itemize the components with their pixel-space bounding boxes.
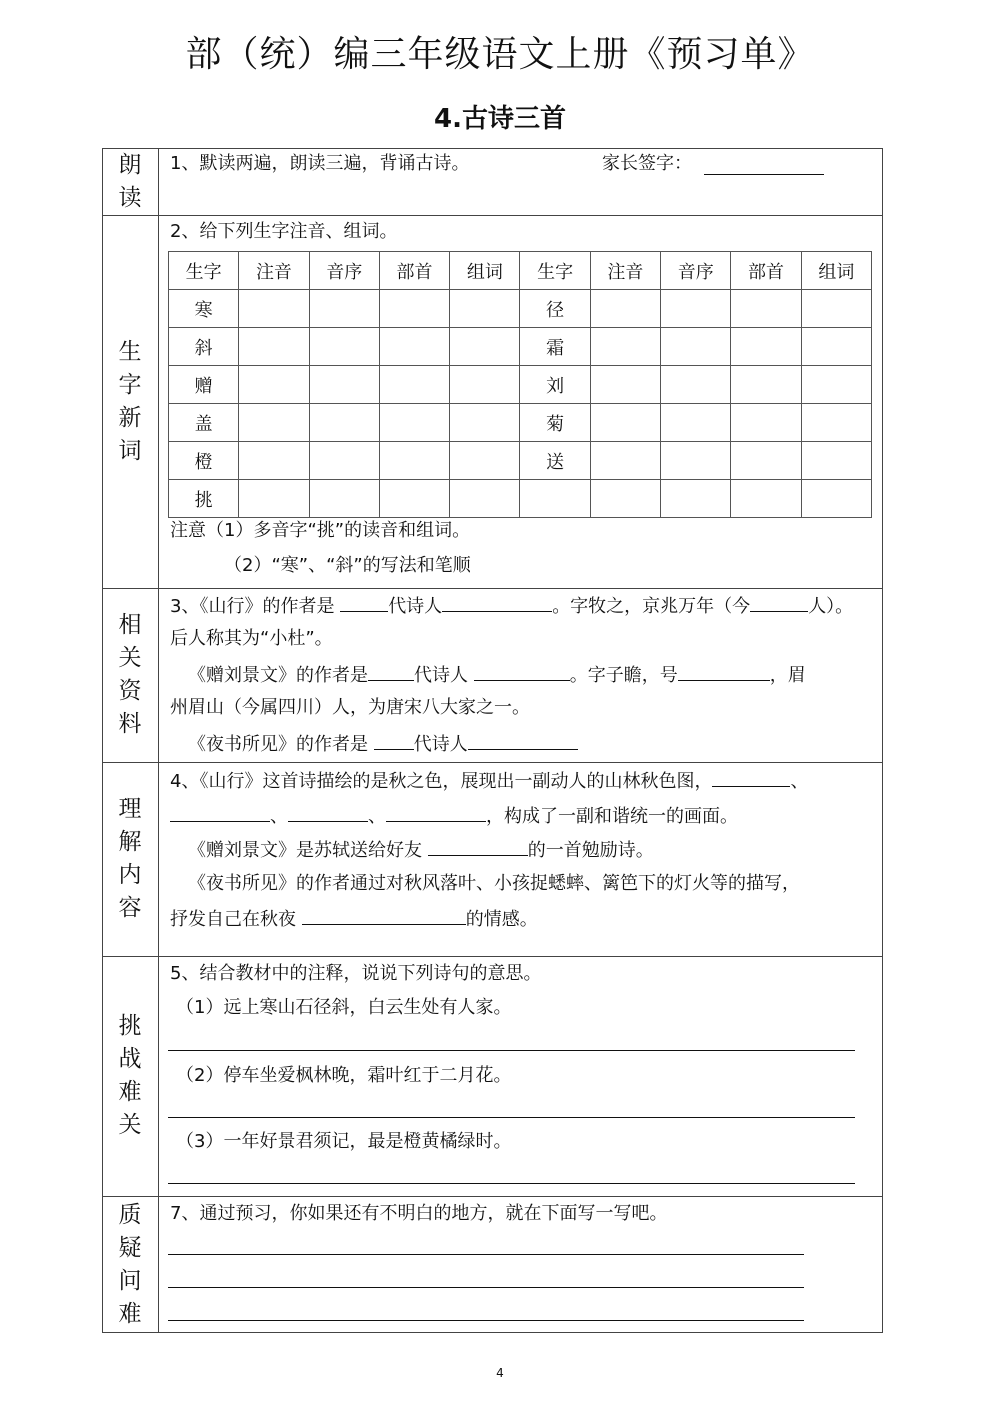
- blank-field[interactable]: [302, 906, 466, 925]
- table-row: [169, 404, 872, 442]
- understanding-line-5: 抒发自己在秋夜 的情感。: [170, 906, 538, 932]
- section-label-questions: 质 疑 问 难: [118, 1201, 142, 1327]
- character-cell: 菊: [520, 404, 590, 442]
- answer-cell[interactable]: [801, 442, 871, 480]
- row-divider: [102, 588, 883, 589]
- answer-cell[interactable]: [379, 366, 449, 404]
- table-header: 部首: [379, 252, 449, 290]
- answer-cell[interactable]: [590, 328, 660, 366]
- lesson-title: 4.古诗三首: [434, 104, 566, 134]
- character-cell: 赠: [169, 366, 239, 404]
- materials-line-4: 州眉山（今属四川）人，为唐宋八大家之一。: [170, 697, 530, 718]
- row-divider: [102, 956, 883, 957]
- section-label-understanding: 理 解 内 容: [118, 796, 142, 921]
- section-label-materials: 相 关 资 料: [118, 612, 142, 737]
- answer-cell[interactable]: [590, 290, 660, 328]
- understanding-line-1: 4、《山行》这首诗描绘的是秋之色，展现出一副动人的山林秋色图， 、: [170, 768, 808, 794]
- answer-cell[interactable]: [450, 480, 520, 518]
- challenge-question-3: （3）一年好景君须记，最是橙黄橘绿时。: [176, 1131, 512, 1152]
- character-cell: 送: [520, 442, 590, 480]
- understanding-line-4: 《夜书所见》的作者通过对秋风落叶、小孩捉蟋蟀、篱笆下的灯火等的描写，: [188, 873, 800, 894]
- answer-cell[interactable]: [731, 404, 801, 442]
- blank-field[interactable]: [428, 837, 528, 856]
- answer-cell[interactable]: [590, 442, 660, 480]
- answer-cell[interactable]: [801, 290, 871, 328]
- answer-cell[interactable]: [379, 480, 449, 518]
- character-cell: 斜: [169, 328, 239, 366]
- character-cell: 寒: [169, 290, 239, 328]
- challenge-instruction: 5、结合教材中的注释，说说下列诗句的意思。: [170, 963, 542, 984]
- answer-cell[interactable]: [661, 290, 731, 328]
- table-header: 音序: [309, 252, 379, 290]
- table-header: 组词: [801, 252, 871, 290]
- answer-cell[interactable]: [309, 404, 379, 442]
- answer-cell[interactable]: [239, 480, 309, 518]
- blank-field[interactable]: [340, 593, 388, 612]
- answer-cell[interactable]: [661, 366, 731, 404]
- label-column-divider: [158, 148, 159, 1333]
- answer-cell[interactable]: [450, 328, 520, 366]
- answer-cell[interactable]: [731, 366, 801, 404]
- answer-cell[interactable]: [661, 442, 731, 480]
- character-cell: 径: [520, 290, 590, 328]
- answer-cell[interactable]: [801, 480, 871, 518]
- answer-line[interactable]: [168, 1117, 855, 1118]
- answer-cell[interactable]: [731, 442, 801, 480]
- blank-field[interactable]: [750, 593, 808, 612]
- answer-cell[interactable]: [239, 366, 309, 404]
- table-row: [169, 290, 872, 328]
- understanding-line-2: 、 、 ，构成了一副和谐统一的画面。: [170, 803, 738, 829]
- answer-cell[interactable]: [731, 328, 801, 366]
- reading-instruction: 1、默读两遍，朗读三遍，背诵古诗。: [170, 153, 470, 174]
- answer-cell[interactable]: [309, 328, 379, 366]
- answer-line[interactable]: [168, 1320, 804, 1321]
- character-table: [168, 251, 872, 518]
- character-cell[interactable]: [520, 480, 590, 518]
- answer-line[interactable]: [168, 1183, 855, 1184]
- materials-line-3: 《赠刘景文》的作者是 代诗人 。字子瞻，号 ，眉: [188, 662, 806, 688]
- characters-note-2: （2）“寒”、“斜”的写法和笔顺: [224, 555, 471, 576]
- table-header: 组词: [450, 252, 520, 290]
- table-row: [169, 328, 872, 366]
- answer-cell[interactable]: [590, 480, 660, 518]
- answer-cell[interactable]: [450, 290, 520, 328]
- section-label-challenge: 挑 战 难 关: [118, 1013, 142, 1138]
- table-header: 注音: [239, 252, 309, 290]
- understanding-line-3: 《赠刘景文》是苏轼送给好友 的一首勉励诗。: [188, 837, 654, 863]
- answer-cell[interactable]: [661, 480, 731, 518]
- row-divider: [102, 762, 883, 763]
- answer-cell[interactable]: [731, 290, 801, 328]
- character-cell: 刘: [520, 366, 590, 404]
- answer-cell[interactable]: [239, 442, 309, 480]
- materials-line-2: 后人称其为“小杜”。: [170, 628, 333, 649]
- table-row: [169, 366, 872, 404]
- answer-cell[interactable]: [801, 404, 871, 442]
- materials-line-5: 《夜书所见》的作者是 代诗人: [188, 731, 578, 757]
- answer-cell[interactable]: [239, 328, 309, 366]
- row-divider: [102, 215, 883, 216]
- answer-cell[interactable]: [309, 366, 379, 404]
- blank-field[interactable]: [386, 803, 486, 822]
- table-header: 部首: [731, 252, 801, 290]
- questions-instruction: 7、通过预习，你如果还有不明白的地方，就在下面写一写吧。: [170, 1203, 668, 1224]
- table-header: 音序: [661, 252, 731, 290]
- answer-cell[interactable]: [239, 404, 309, 442]
- answer-cell[interactable]: [450, 404, 520, 442]
- blank-field[interactable]: [374, 731, 414, 750]
- answer-cell[interactable]: [379, 290, 449, 328]
- character-cell: 霜: [520, 328, 590, 366]
- table-header: 生字: [520, 252, 590, 290]
- answer-cell[interactable]: [309, 480, 379, 518]
- blank-field[interactable]: [368, 662, 414, 681]
- table-header-row: [169, 252, 872, 290]
- section-label-reading: 朗 读: [118, 151, 142, 211]
- blank-field[interactable]: [712, 768, 790, 787]
- answer-cell[interactable]: [379, 442, 449, 480]
- materials-line-1: 3、《山行》的作者是 代诗人 。字牧之，京兆万年（今 人）。: [170, 593, 853, 619]
- answer-cell[interactable]: [309, 290, 379, 328]
- blank-field[interactable]: [442, 593, 552, 612]
- answer-cell[interactable]: [590, 404, 660, 442]
- table-header: 生字: [169, 252, 239, 290]
- answer-line[interactable]: [168, 1254, 804, 1255]
- table-header: 注音: [590, 252, 660, 290]
- answer-line[interactable]: [168, 1287, 804, 1288]
- answer-cell[interactable]: [590, 366, 660, 404]
- answer-cell[interactable]: [309, 442, 379, 480]
- character-cell: 盖: [169, 404, 239, 442]
- answer-cell[interactable]: [661, 404, 731, 442]
- answer-cell[interactable]: [239, 290, 309, 328]
- parent-sign-label: 家长签字：: [602, 153, 692, 174]
- blank-field[interactable]: [678, 662, 770, 681]
- table-row: [169, 442, 872, 480]
- blank-field[interactable]: [468, 731, 578, 750]
- blank-field[interactable]: [474, 662, 570, 681]
- answer-cell[interactable]: [379, 328, 449, 366]
- answer-line[interactable]: [168, 1050, 855, 1051]
- table-row: [169, 480, 872, 518]
- page-number: 4: [496, 1366, 504, 1380]
- answer-cell[interactable]: [801, 366, 871, 404]
- challenge-question-2: （2）停车坐爱枫林晚，霜叶红于二月花。: [176, 1065, 512, 1086]
- answer-cell[interactable]: [731, 480, 801, 518]
- character-cell: 挑: [169, 480, 239, 518]
- characters-note-1: 注意（1）多音字“挑”的读音和组词。: [170, 520, 471, 541]
- parent-sign-field[interactable]: [704, 174, 824, 175]
- blank-field[interactable]: [288, 803, 368, 822]
- character-cell: 橙: [169, 442, 239, 480]
- row-divider: [102, 1196, 883, 1197]
- answer-cell[interactable]: [379, 404, 449, 442]
- answer-cell[interactable]: [661, 328, 731, 366]
- answer-cell[interactable]: [450, 442, 520, 480]
- blank-field[interactable]: [170, 803, 270, 822]
- answer-cell[interactable]: [450, 366, 520, 404]
- challenge-question-1: （1）远上寒山石径斜，白云生处有人家。: [176, 997, 512, 1018]
- answer-cell[interactable]: [801, 328, 871, 366]
- section-label-characters: 生 字 新 词: [118, 338, 142, 464]
- page-title: 部（统）编三年级语文上册《预习单》: [185, 34, 815, 75]
- characters-instruction: 2、给下列生字注音、组词。: [170, 221, 398, 242]
